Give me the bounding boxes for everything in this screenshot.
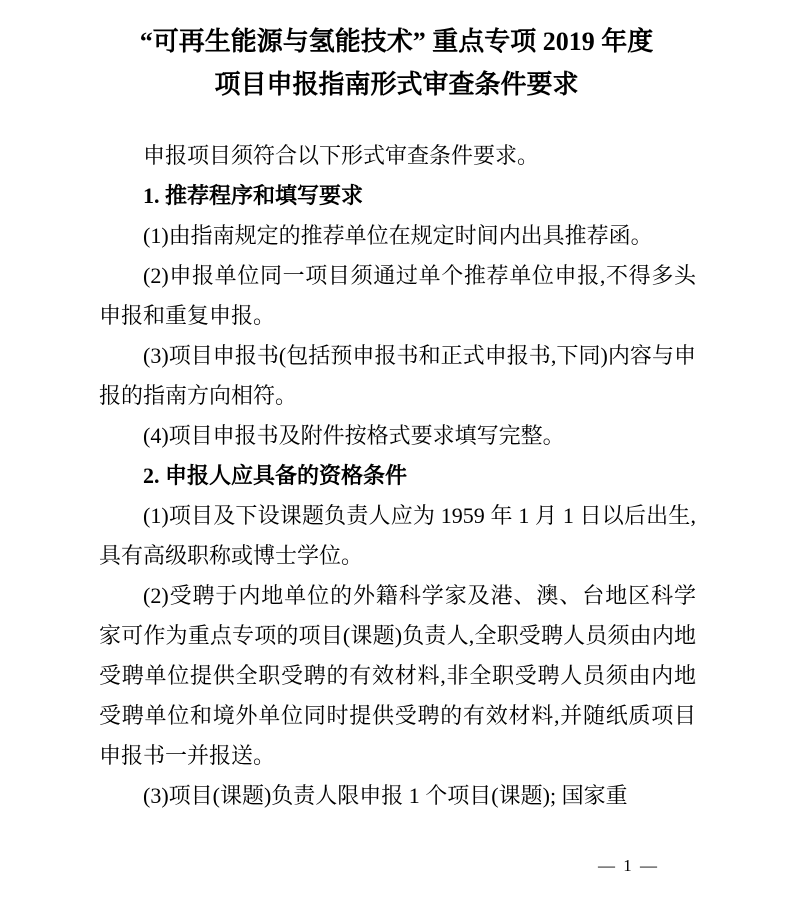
section-2-heading: 2. 申报人应具备的资格条件: [143, 463, 408, 488]
document-title: [0, 20, 793, 106]
intro-paragraph: 申报项目须符合以下形式审查条件要求。: [143, 143, 540, 168]
page-footer: [598, 855, 659, 877]
title-line-1: “可再生能源与氢能技术” 重点专项 2019 年度: [139, 27, 654, 56]
section-1-item-1: (1)由指南规定的推荐单位在规定时间内出具推荐函。: [143, 223, 653, 248]
document-body: [99, 136, 696, 816]
section-2-item-2: (2)受聘于内地单位的外籍科学家及港、澳、台地区科学家可作为重点专项的项目(课题)负责人,全职受聘人员须由内地受聘单位提供全职受聘的有效材料,非全职受聘人员须由内地受聘单位和境外单位同时提供受聘的有效材料,并随纸质项目申报书一并报送。: [99, 583, 696, 768]
section-1-item-4: (4)项目申报书及附件按格式要求填写完整。: [143, 423, 565, 448]
title-line-2: 项目申报指南形式审查条件要求: [214, 70, 579, 99]
section-1-item-3: (3)项目申报书(包括预申报书和正式申报书,下同)内容与申报的指南方向相符。: [99, 343, 696, 408]
section-2-item-1: (1)项目及下设课题负责人应为 1959 年 1 月 1 日以后出生,具有高级职称或博士学位。: [99, 503, 696, 568]
section-1-heading: 1. 推荐程序和填写要求: [143, 183, 364, 208]
section-2-item-3: (3)项目(课题)负责人限申报 1 个项目(课题); 国家重: [143, 783, 628, 808]
page-number: — 1 —: [598, 856, 659, 875]
section-1-item-2: (2)申报单位同一项目须通过单个推荐单位申报,不得多头申报和重复申报。: [99, 263, 696, 328]
